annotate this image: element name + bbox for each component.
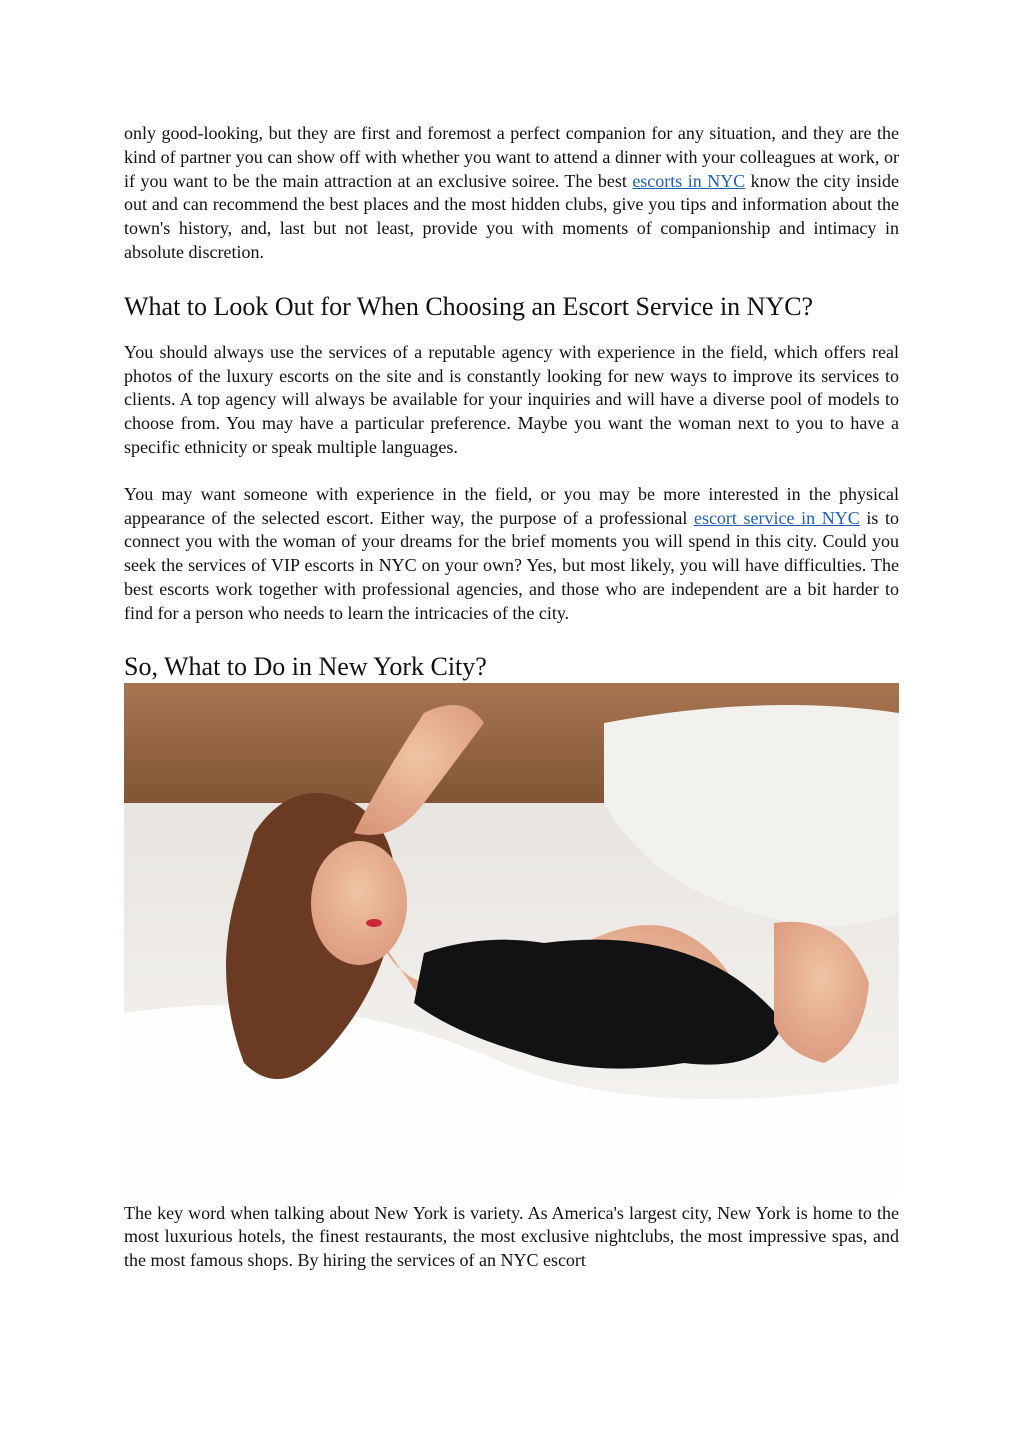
lips [366,919,382,927]
paragraph-experience-text-a: You may want someone with experience in the field, or you may be more interested in the physical appearance of the selected escort. Either way, the purpose of a professional [124,483,899,528]
heading-what-to-do: So, What to Do in New York City? [124,651,487,681]
heading-choosing-service: What to Look Out for When Choosing an Escort Service in NYC? [124,291,814,321]
paragraph-experience [124,483,899,626]
paragraph-intro-text-b: know the city inside out and can recommend the best places and the most hidden clubs, give you tips and information about the town's history, and, last but not least, provide you with moments of companionship and intimacy in absolute discretion. [124,170,899,262]
document-content [124,122,899,1273]
paragraph-experience-text-b: is to connect you with the woman of your dreams for the brief moments you will spend in this city. Could you seek the services of VIP escorts in NYC on your own? Yes, but most likely, you will have difficulties. The best escorts work together with professional agencies, and those who are independent are a bit harder to find for a person who needs to learn the intricacies of the city. [124,507,899,623]
escorts-in-nyc-link[interactable]: escorts in NYC [632,170,746,191]
paragraph-variety: The key word when talking about New York is variety. As America's largest city, New York is home to the most luxurious hotels, the finest restaurants, the most exclusive nightclubs, the most impressive spas, and the most famous shops. By hiring the services of an NYC escort [124,1202,899,1271]
article-photo [124,683,899,1198]
escort-service-in-nyc-link[interactable]: escort service in NYC [693,507,860,528]
photo-illustration [124,683,899,1198]
face [311,841,407,965]
paragraph-intro [124,122,899,265]
paragraph-reputable-agency: You should always use the services of a reputable agency with experience in the field, which offers real photos of the luxury escorts on the site and is constantly looking for new ways to improve its services to clients. A top agency will always be available for your inquiries and will have a diverse pool of models to choose from. You may have a particular preference. Maybe you want the woman next to you to have a specific ethnicity or speak multiple languages. [124,341,899,457]
paragraph-intro-text-a: only good-looking, but they are first and foremost a perfect companion for any situation, and they are the kind of partner you can show off with whether you want to attend a dinner with your colleagues at work, or if you want to be the main attraction at an exclusive soiree. The best [124,123,899,191]
